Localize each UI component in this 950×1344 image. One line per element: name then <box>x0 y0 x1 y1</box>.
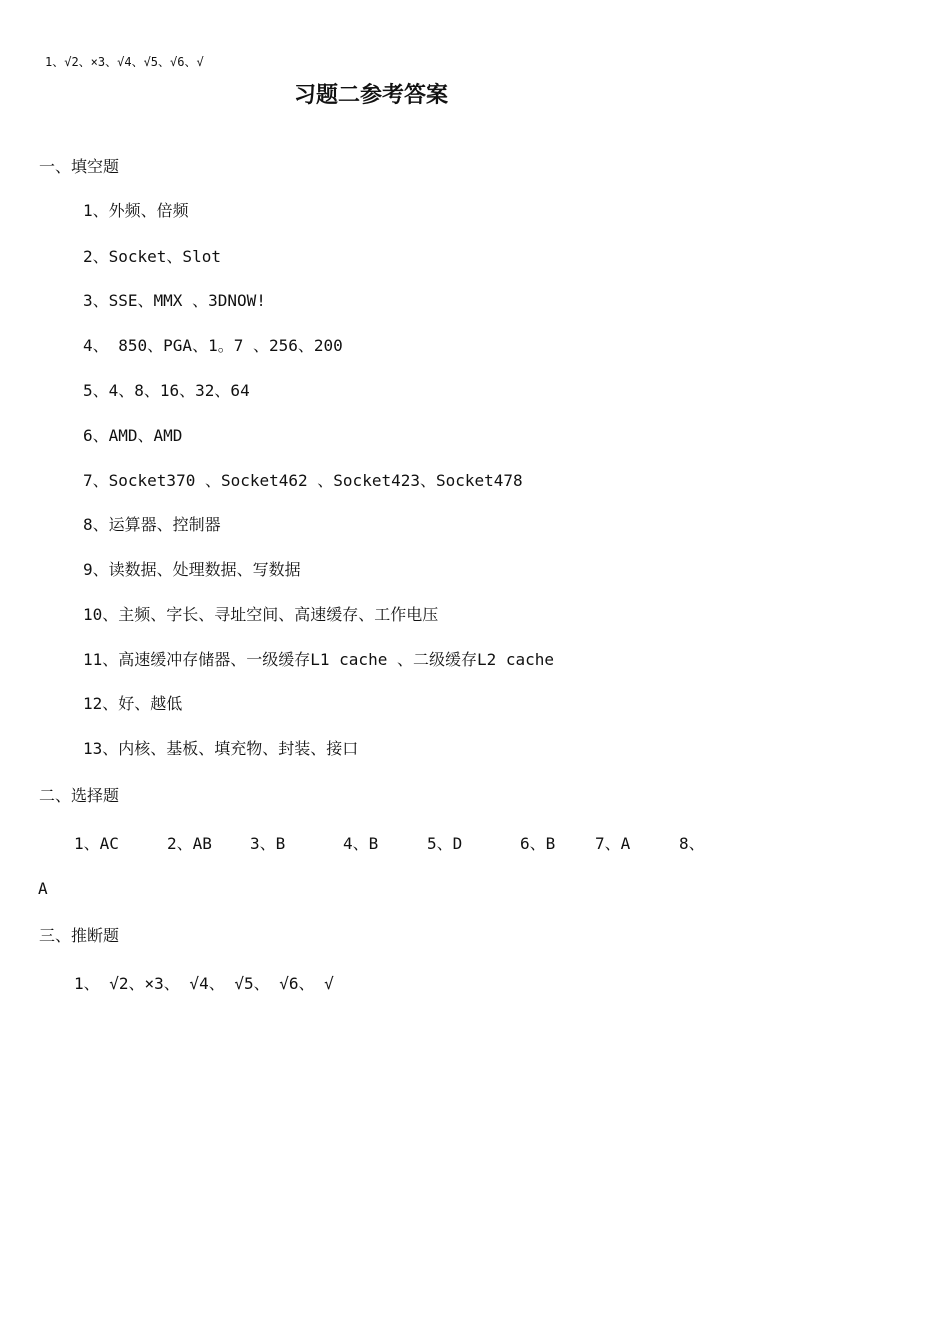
fill-blank-item: 10、主频、字长、寻址空间、高速缓存、工作电压 <box>83 605 439 624</box>
section-heading-true-false: 三、推断题 <box>39 926 120 945</box>
fill-blank-item: 12、好、越低 <box>83 694 183 713</box>
fill-blank-item: 6、AMD、AMD <box>83 426 183 445</box>
fill-blank-item: 1、外频、倍频 <box>83 201 189 220</box>
fill-blank-item: 13、内核、基板、填充物、封装、接口 <box>83 739 359 758</box>
fill-blank-item: 3、SSE、MMX 、3DNOW! <box>83 291 266 310</box>
choice-answer: 7、A <box>595 834 631 853</box>
choice-answer: 4、B <box>343 834 379 853</box>
fill-blank-item: 5、4、8、16、32、64 <box>83 381 250 400</box>
header-answer-line: 1、√2、×3、√4、√5、√6、√ <box>45 55 204 69</box>
true-false-answers: 1、 √2、×3、 √4、 √5、 √6、 √ <box>74 974 334 993</box>
fill-blank-item: 9、读数据、处理数据、写数据 <box>83 560 301 579</box>
choice-answer: 6、B <box>520 834 556 853</box>
choice-answer: 2、AB <box>167 834 212 853</box>
fill-blank-item: 2、Socket、Slot <box>83 247 221 266</box>
section-heading-multiple-choice: 二、选择题 <box>39 786 120 805</box>
choice-answer-wrap: A <box>38 879 48 898</box>
fill-blank-item: 11、高速缓冲存储器、一级缓存L1 cache 、二级缓存L2 cache <box>83 650 555 669</box>
fill-blank-item: 8、运算器、控制器 <box>83 515 221 534</box>
choice-answer: 8、 <box>679 834 705 853</box>
choice-answer: 3、B <box>250 834 286 853</box>
choice-answer: 5、D <box>427 834 463 853</box>
section-heading-fill-blank: 一、填空题 <box>39 157 120 176</box>
choice-answer: 1、AC <box>74 834 119 853</box>
fill-blank-item: 4、 850、PGA、1。7 、256、200 <box>83 336 343 355</box>
page-title: 习题二参考答案 <box>294 82 449 108</box>
fill-blank-item: 7、Socket370 、Socket462 、Socket423、Socket478 <box>83 471 523 490</box>
